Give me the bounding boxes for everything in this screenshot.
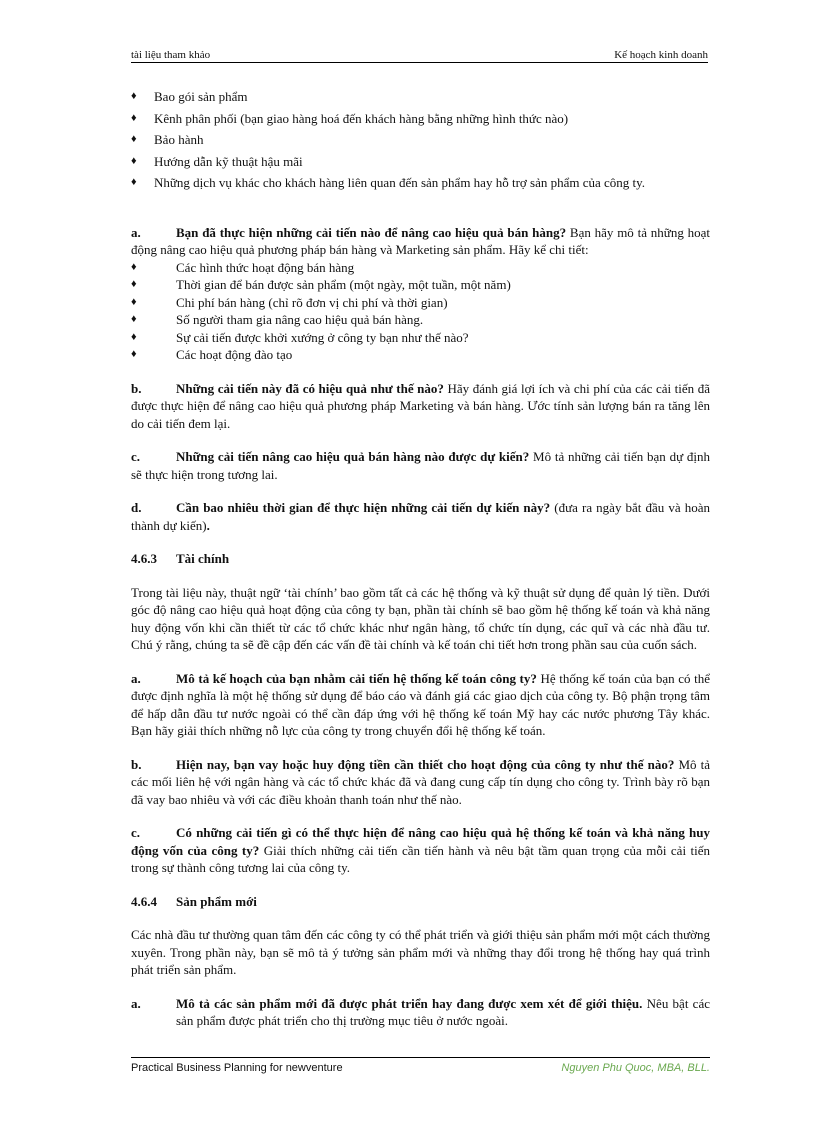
list-item: ♦ Kênh phân phối (bạn giao hàng hoá đến khách hàng bằng những hình thức nào): [131, 110, 569, 126]
list-item: ♦ Chi phí bán hàng (chỉ rõ đơn vị chi phí và thời gian): [131, 294, 448, 310]
diamond-bullet-icon: ♦: [131, 348, 137, 360]
header-right-text: Kế hoạch kinh doanh: [614, 49, 708, 61]
sales-detail-list: [131, 259, 710, 364]
footer-author-text: Nguyen Phu Quoc, MBA, BLL.: [561, 1062, 710, 1074]
diamond-bullet-icon: ♦: [131, 90, 137, 102]
diamond-bullet-icon: ♦: [131, 111, 137, 124]
question-d-sales: d. Cần bao nhiêu thời gian để thực hiện những cải tiến dự kiến này? (đưa ra ngày bắt đầu và hoàn thành dự kiến).: [131, 500, 710, 533]
question-a-sales: a. Bạn đã thực hiện những cải tiến nào để nâng cao hiệu quả bán hàng? Bạn hãy mô tả những hoạt động nâng cao hiệu quả phương pháp bán hàng và Marketing sản phẩm. Hãy kể chi tiết:: [131, 224, 710, 257]
diamond-bullet-icon: ♦: [131, 330, 137, 343]
list-item: ♦ Số người tham gia nâng cao hiệu quả bán hàng.: [131, 312, 424, 327]
header-left-text: tài liệu tham khảo: [131, 49, 211, 61]
footer-left-text: Practical Business Planning for newventure: [131, 1062, 343, 1074]
question-a-new-products: a. Mô tả các sản phẩm mới đã được phát triển hay đang được xem xét để giới thiệu. Nêu bật các sản phẩm được phát triển cho thị trường mục tiêu ở nước ngoài.: [131, 995, 710, 1028]
list-item: ♦ Bảo hành: [131, 132, 204, 147]
finance-intro-paragraph: Trong tài liệu này, thuật ngữ ‘tài chính’ bao gồm tất cả các hệ thống và kỹ thuật sử dụng để quản lý tiền. Dưới góc độ nâng cao hiệu quả hoạt động của công ty bạn, phần tài chính sẽ bao gồm hệ thống kế toán và khả năng huy động vốn khi cần thiết từ các tổ chức khác như ngân hàng, tổ chức tín dụng, các quĩ và các nhà đầu tư. Chú ý rằng, chúng ta sẽ đề cập đến các vấn đề tài chính và kế toán chi tiết hơn trong phần sau của cuốn sách.: [131, 584, 710, 652]
question-c-sales: c. Những cải tiến nâng cao hiệu quả bán hàng nào được dự kiến? Mô tả những cải tiến bạn dự định sẽ thực hiện trong tương lai.: [131, 449, 711, 482]
diamond-bullet-icon: ♦: [131, 295, 137, 308]
diamond-bullet-icon: ♦: [131, 154, 137, 167]
diamond-bullet-icon: ♦: [131, 133, 137, 145]
question-a-finance: a. Mô tả kế hoạch của bạn nhằm cải tiến hệ thống kế toán công ty? Hệ thống kế toán của bạn có thể được định nghĩa là một hệ thống sử dụng để báo cáo và đánh giá các giao dịch của công ty. Bộ phận trọng tâm để hấp dẫn đầu tư nước ngoài có thể cần đáp ứng với hệ thống kế toán Mỹ hay các nước phương Tây khác. Bạn hãy giải thích những nỗ lực của công ty trong chuyển đổi hệ thống kế toán.: [131, 670, 710, 738]
page-footer: [131, 1057, 710, 1074]
list-item: ♦ Thời gian để bán được sản phẩm (một ngày, một tuần, một năm): [131, 277, 511, 292]
product-bullet-list: [131, 88, 710, 192]
diamond-bullet-icon: ♦: [131, 278, 137, 290]
new-products-intro-paragraph: Các nhà đầu tư thường quan tâm đến các công ty có thể phát triển và giới thiệu sản phẩm mới một cách thường xuyên. Trong phần này, bạn sẽ mô tả ý tưởng sản phẩm mới và những thay đổi trong hệ thống hay quá trình phát triển sản phẩm.: [131, 927, 710, 977]
list-item: ♦ Các hình thức hoạt động bán hàng: [131, 259, 355, 275]
list-item: ♦ Các hoạt động đào tạo: [131, 347, 293, 362]
section-heading-finance: 4.6.3 Tài chính: [131, 551, 230, 566]
diamond-bullet-icon: ♦: [131, 260, 137, 273]
page-content: [131, 88, 710, 1030]
question-b-finance: b. Hiện nay, bạn vay hoặc huy động tiền cần thiết cho hoạt động của công ty như thế nào? Mô tả các mối liên hệ với ngân hàng và các tổ chức khác đã và đang cung cấp tín dụng cho công ty. Trình bày rõ bạn đã vay bao nhiêu và với các điều khoản thanh toán như thế nào.: [131, 756, 710, 807]
list-item: ♦ Những dịch vụ khác cho khách hàng liên quan đến sản phẩm hay hỗ trợ sản phẩm của công ty.: [131, 175, 646, 190]
section-heading-new-products: 4.6.4 Sản phẩm mới: [131, 893, 257, 909]
list-item: ♦ Sự cải tiến được khởi xướng ở công ty bạn như thế nào?: [131, 329, 469, 345]
diamond-bullet-icon: ♦: [131, 176, 137, 188]
question-c-finance: c. Có những cải tiến gì có thể thực hiện để nâng cao hiệu quả hệ thống kế toán và khả năng huy động vốn của công ty? Giải thích những cải tiến cần tiến hành và nêu bật tầm quan trọng của mỗi cải tiến trong sự thành công tương lai của công ty.: [131, 825, 710, 875]
page-header: [131, 46, 708, 63]
list-item: ♦ Bao gói sản phẩm: [131, 89, 248, 104]
list-item: ♦ Hướng dẫn kỹ thuật hậu mãi: [131, 153, 303, 169]
diamond-bullet-icon: ♦: [131, 313, 137, 325]
question-b-sales: b. Những cải tiến này đã có hiệu quả như thế nào? Hãy đánh giá lợi ích và chi phí của các cải tiến đã được thực hiện để nâng cao hiệu quả phương pháp Marketing và bán hàng. Ước tính sản lượng bán ra tăng lên do cải tiến đem lại.: [131, 380, 711, 431]
